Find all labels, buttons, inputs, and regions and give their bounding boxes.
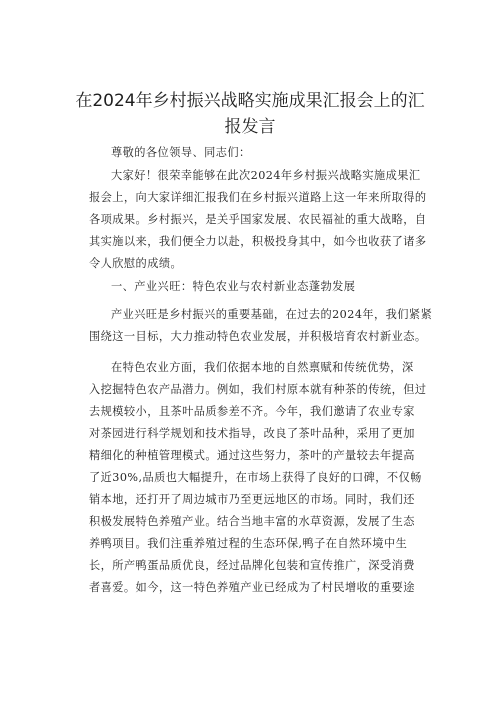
paragraph-line: 养鸭项目。我们注重养殖过程的生态环保,鸭子在自然环境中生 xyxy=(89,537,408,550)
paragraph-line: 者喜爱。如今，这一特色养殖产业已经成为了村民增收的重要途 xyxy=(89,581,415,594)
paragraph-line: 令人欣慰的成绩。 xyxy=(89,257,183,270)
paragraph-line: 入挖掘特色农产品潜力。例如，我们村原本就有种茶的传统，但过 xyxy=(89,383,427,396)
paragraph-line: 大家好！很荣幸能够在此次2024年乡村振兴战略实施成果汇 xyxy=(111,169,421,182)
salutation xyxy=(89,142,434,164)
paragraph-line: 了近30%,品质也大幅提升，在市场上获得了良好的口碑，不仅畅 xyxy=(89,471,422,484)
paragraph-line: 销本地，还打开了周边城市乃至更远地区的市场。同时，我们还 xyxy=(89,493,415,506)
paragraph-greeting xyxy=(89,165,434,275)
paragraph-line: 精细化的种植管理模式。通过这些努力，茶叶的产量较去年提高 xyxy=(89,449,415,462)
paragraph-line: 围绕这一目标，大力推动特色农业发展，并积极培育农村新业态。 xyxy=(89,330,427,343)
paragraph-line: 报会上，向大家详细汇报我们在乡村振兴道路上这一年来所取得的 xyxy=(89,191,427,204)
paragraph-line: 产业兴旺是乡村振兴的重要基础，在过去的2024年，我们紧紧 xyxy=(111,308,433,321)
paragraph-line: 各项成果。乡村振兴，是关乎国家发展、农民福祉的重大战略，自 xyxy=(89,213,427,226)
paragraph-line: 去规模较小，且茶叶品质参差不齐。今年，我们邀请了农业专家 xyxy=(89,405,415,418)
paragraph-special-agriculture xyxy=(89,357,434,599)
section-heading-text: 一、产业兴旺：特色农业与农村新业态蓬勃发展 xyxy=(111,280,356,293)
salutation-text: 尊敬的各位领导、同志们： xyxy=(111,146,251,159)
paragraph-line: 长，所产鸭蛋品质优良，经过品牌化包装和宣传推广，深受消费 xyxy=(89,559,415,572)
paragraph-line: 积极发展特色养殖产业。结合当地丰富的水草资源，发展了生态 xyxy=(89,515,415,528)
paragraph-line: 在特色农业方面，我们依据本地的自然禀赋和传统优势，深 xyxy=(111,361,414,374)
paragraph-industry-intro xyxy=(89,304,434,348)
document-title-line-1: 在2024年乡村振兴战略实施成果汇报会上的汇 xyxy=(75,91,425,111)
document-title-line-2: 报发言 xyxy=(224,117,276,137)
paragraph-line: 对茶园进行科学规划和技术指导，改良了茶叶品种，采用了更加 xyxy=(89,427,415,440)
paragraph-line: 其实施以来，我们便全力以赴，积极投身其中，如今也收获了诸多 xyxy=(89,235,427,248)
section-heading-1 xyxy=(89,276,434,298)
